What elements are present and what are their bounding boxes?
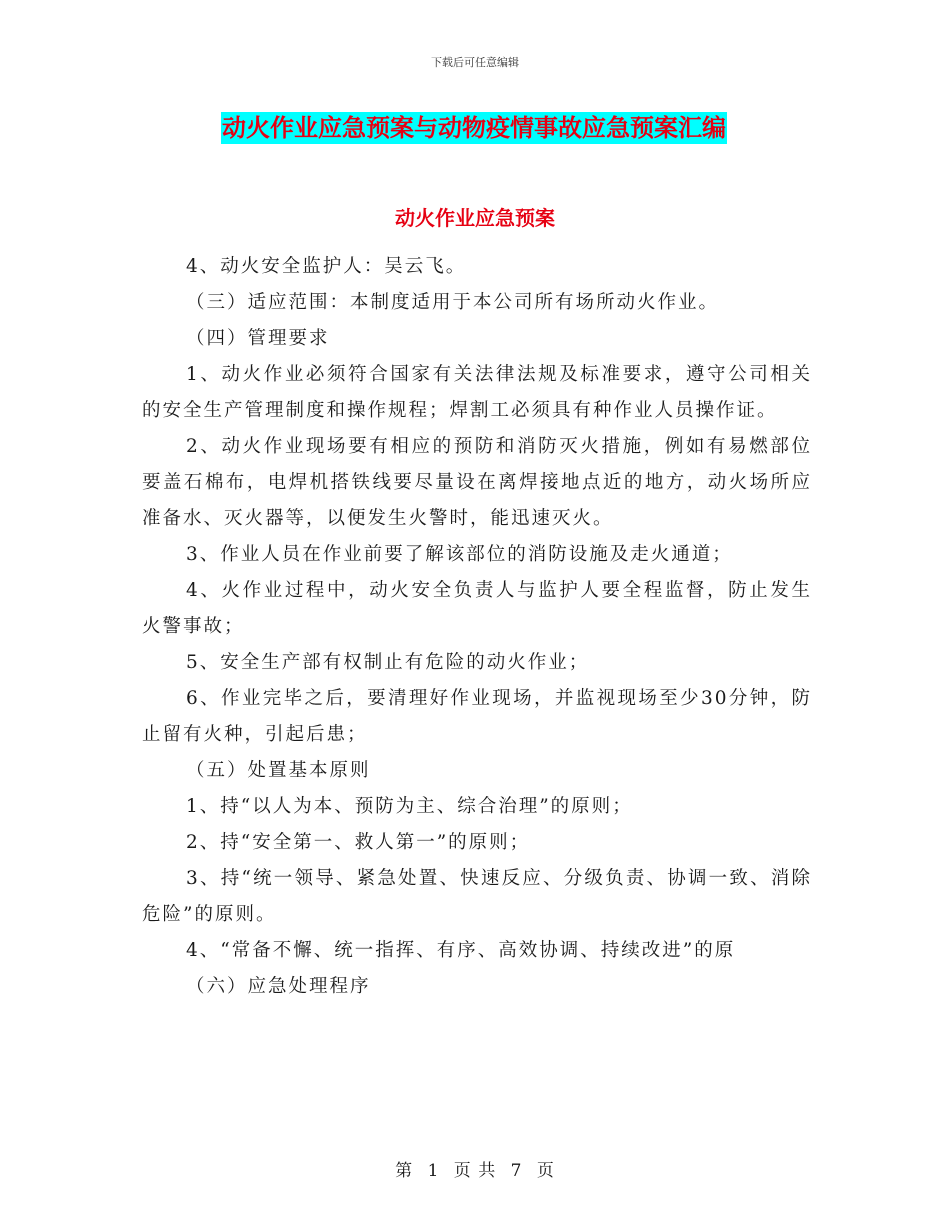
paragraph: 5、安全生产部有权制止有危险的动火作业； bbox=[186, 652, 590, 673]
paragraph: 1、动火作业必须符合国家有关法律法规及标准要求，遵守公司相关的安全生产管理制度和操作规程；焊割工必须具有种作业人员操作证。 bbox=[142, 364, 812, 421]
paragraph: 1、持“以人为本、预防为主、综合治理”的原则； bbox=[186, 796, 633, 817]
paragraph: 6、作业完毕之后，要清理好作业现场，并监视现场至少30分钟，防止留有火种，引起后患； bbox=[142, 688, 812, 745]
page-suffix: 页 bbox=[536, 1161, 555, 1181]
page-prefix: 第 bbox=[395, 1161, 414, 1181]
document-title: 动火作业应急预案与动物疫情事故应急预案汇编 bbox=[222, 114, 726, 142]
section-title: 动火作业应急预案 bbox=[395, 206, 555, 230]
paragraph: （三）适应范围：本制度适用于本公司所有场所动火作业。 bbox=[186, 292, 720, 313]
document-body bbox=[142, 249, 812, 1005]
paragraph: 4、火作业过程中，动火安全负责人与监护人要全程监督，防止发生火警事故； bbox=[142, 580, 812, 637]
page-total: 7 bbox=[510, 1161, 523, 1181]
paragraph: 4、动火安全监护人：吴云飞。 bbox=[186, 256, 467, 277]
page-number: 1 bbox=[427, 1161, 440, 1181]
page-footer bbox=[0, 1156, 950, 1181]
paragraph: （五）处置基本原则 bbox=[186, 760, 371, 781]
paragraph: 4、“常备不懈、统一指挥、有序、高效协调、持续改进”的原 bbox=[186, 940, 736, 961]
page-mid: 页 共 bbox=[453, 1161, 497, 1181]
paragraph: 3、作业人员在作业前要了解该部位的消防设施及走火通道； bbox=[186, 544, 733, 565]
paragraph: 2、持“安全第一、救人第一”的原则； bbox=[186, 832, 531, 853]
paragraph: 2、动火作业现场要有相应的预防和消防灭火措施，例如有易燃部位要盖石棉布，电焊机搭铁线要尽量设在离焊接地点近的地方，动火场所应准备水、灭火器等，以便发生火警时，能迅速灭火。 bbox=[142, 436, 812, 529]
header-note: 下载后可任意编辑 bbox=[431, 56, 519, 69]
paragraph: （四）管理要求 bbox=[186, 328, 330, 349]
paragraph: （六）应急处理程序 bbox=[186, 976, 371, 997]
paragraph: 3、持“统一领导、紧急处置、快速反应、分级负责、协调一致、消除危险”的原则。 bbox=[142, 868, 812, 925]
